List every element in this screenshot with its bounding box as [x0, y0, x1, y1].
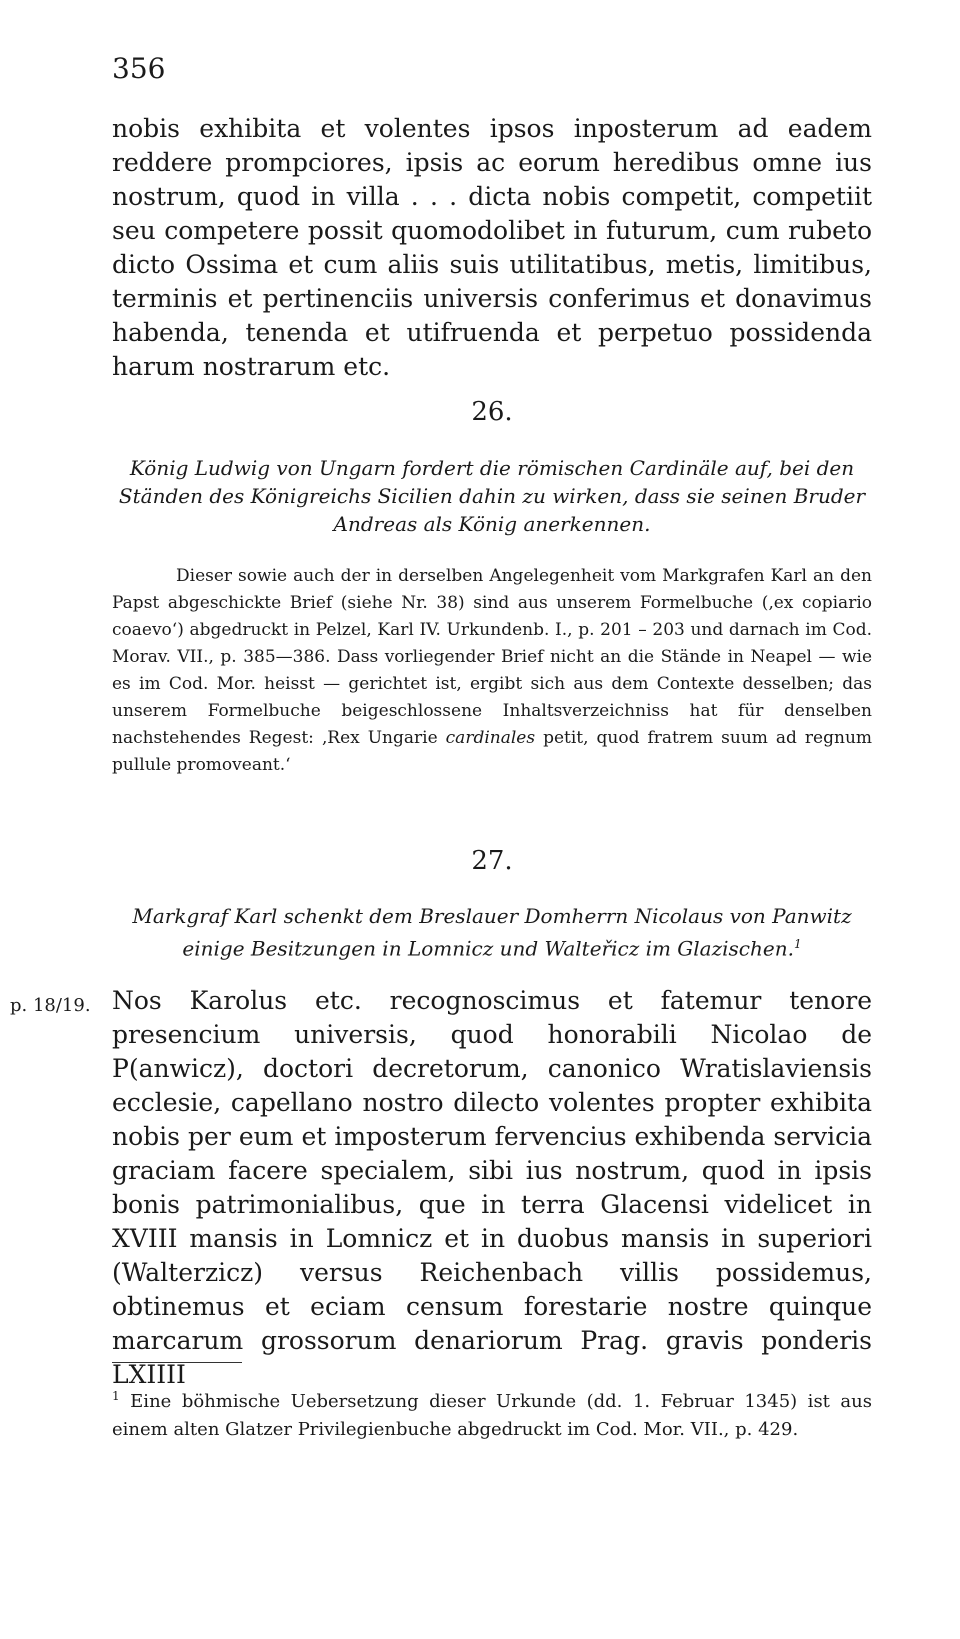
commentary-text-b: petit, quod fratrem suum ad regnum pullule promoveant.‘	[112, 728, 873, 775]
document-26-number: 26.	[471, 397, 513, 427]
commentary-italic: cardinales	[445, 728, 536, 748]
footnote-reference: 1	[793, 937, 802, 951]
document-27-heading-text: Markgraf Karl schenkt dem Breslauer Domherrn Nicolaus von Panwitz einige Besitzungen in Lomnicz und Walteřicz im Glazischen.	[132, 904, 852, 961]
document-27-text: Nos Karolus etc. recognoscimus et fatemur tenore presencium universis, quod honorabili Nicolao de P(anwicz), doctori decretorum, canonico Wratislaviensis ecclesie, capellano nostro dilecto volentes propter exhibita nobis per eum et imposterum fervencius exhibenda servicia graciam facere specialem, sibi ius nostrum, quod in ipsis bonis patrimonialibus, que in terra Glacensi videlicet in XVIII mansis in Lomnicz et in duobus mansis in superiori (Walterzicz) versus Reichenbach villis possidemus, obtinemus et eciam censum forestarie nostre quinque marcarum grossorum denariorum Prag. gravis ponderis LXIIII	[112, 986, 872, 1389]
document-26-heading: König Ludwig von Ungarn fordert die römischen Cardinäle auf, bei den Ständen des Königreichs Sicilien dahin zu wirken, dass sie seinen Bruder Andreas als König anerkennen.	[118, 456, 866, 536]
document-26-commentary	[112, 563, 872, 779]
commentary-text-a: Dieser sowie auch der in derselben Angelegenheit vom Markgrafen Karl an den Papst abgeschickte Brief (siehe Nr. 38) sind aus unserem Formelbuche (‚ex copiario coaevo‘) abgedruckt in Pelzel, Karl IV. Urkundenb. I., p. 201 – 203 und darnach im Cod. Morav. VII., p. 385—386. Dass vorliegender Brief nicht an die Stände in Neapel — wie es im Cod. Mor. heisst — gerichtet ist, ergibt sich aus dem Contexte desselben; das unserem Formelbuche beigeschlossene Inhaltsverzeichniss hat für denselben nachstehendes Regest: ‚Rex Ungarie	[112, 566, 872, 748]
footnote-text: Eine böhmische Uebersetzung dieser Urkunde (dd. 1. Februar 1345) ist aus einem alten Glatzer Privilegienbuche abgedruckt im Cod. Mor. VII., p. 429.	[112, 1391, 872, 1440]
document-27-number: 27.	[471, 846, 513, 876]
margin-page-reference: p. 18/19.	[10, 995, 91, 1016]
footnote-divider	[112, 1362, 242, 1363]
page-number: 356	[112, 52, 166, 85]
footnote	[112, 1382, 872, 1444]
document-27-heading	[112, 902, 872, 963]
footnote-marker: 1	[112, 1389, 120, 1403]
opening-text: nobis exhibita et volentes ipsos inposterum ad eadem reddere prompciores, ipsis ac eorum heredibus omne ius nostrum, quod in villa . . . dicta nobis competit, competiit seu competere possit quomodolibet in futurum, cum rubeto dicto Ossima et cum aliis suis utilitatibus, metis, limitibus, terminis et pertinenciis universis conferimus et donavimus habenda, tenenda et utifruenda et perpetuo possidenda harum nostrarum etc.	[112, 114, 872, 381]
